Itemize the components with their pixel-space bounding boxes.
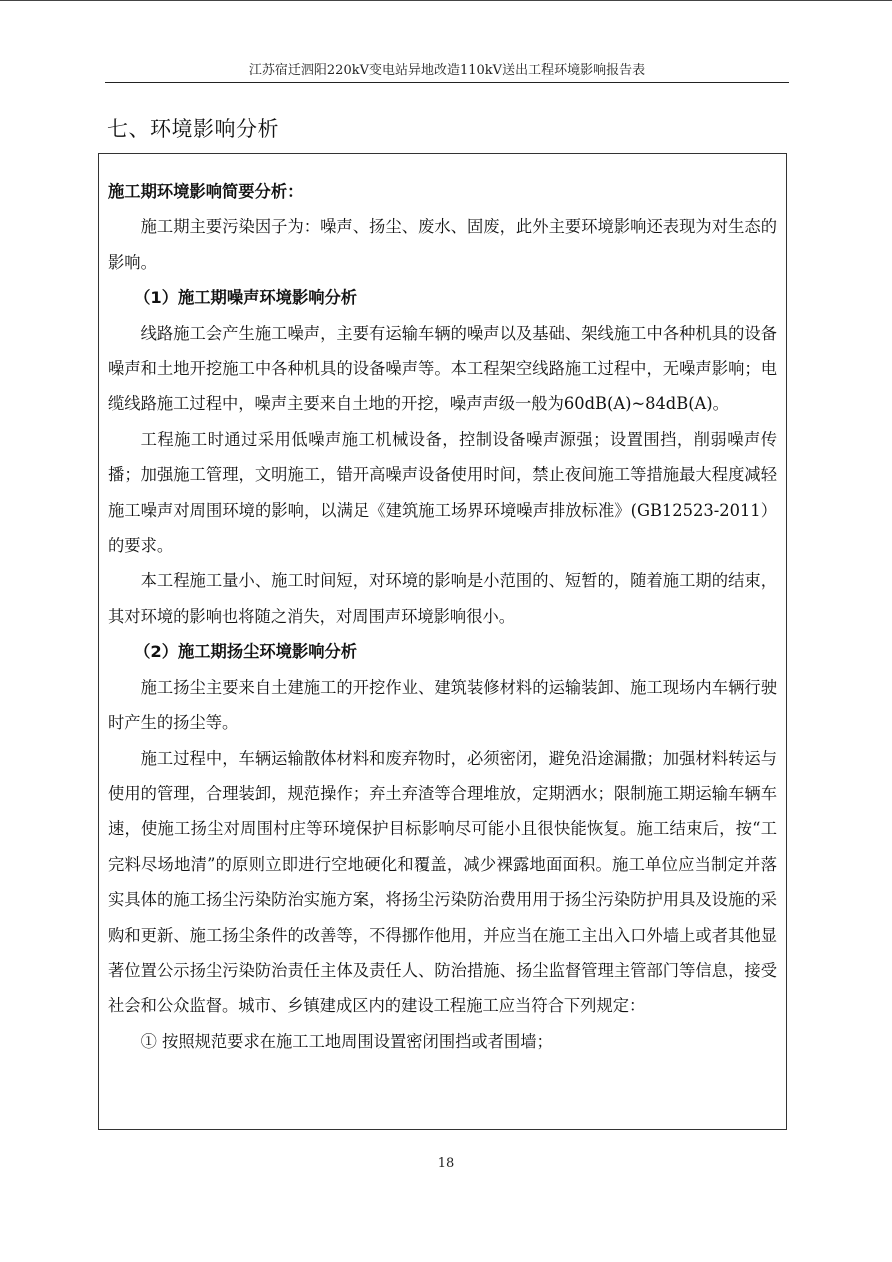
paragraph-noise-sources: 线路施工会产生施工噪声，主要有运输车辆的噪声以及基础、架线施工中各种机具的设备噪声和土地开挖施工中各种机具的设备噪声等。本工程架空线路施工过程中，无噪声影响；电缆线路施工过程中，噪声主要来自土地的开挖，噪声声级一般为60dB(A)~84dB(A)。: [108, 323, 777, 414]
page-number: 18: [437, 1156, 455, 1171]
paragraph-dust-sources: 施工扬尘主要来自土建施工的开挖作业、建筑装修材料的运输装卸、施工现场内车辆行驶时产生的扬尘等。: [108, 677, 777, 733]
page-top-rule: [0, 0, 892, 1]
content-box: [98, 153, 787, 1130]
paragraph-noise-conclusion: 本工程施工量小、施工时间短，对环境的影响是小范围的、短暂的，随着施工期的结束，其对环境的影响也将随之消失，对周围声环境影响很小。: [108, 571, 777, 626]
content-heading: 施工期环境影响简要分析：: [108, 182, 304, 201]
content-body: [108, 174, 777, 1059]
paragraph-noise-measures: 工程施工时通过采用低噪声施工机械设备，控制设备噪声源强；设置围挡，削弱噪声传播；加强施工管理，文明施工，错开高噪声设备使用时间，禁止夜间施工等措施最大程度减轻施工噪声对周围环境的影响，以满足《建筑施工场界环境噪声排放标准》(GB12523-2011）的要求。: [108, 429, 777, 556]
subheading-noise: （1）施工期噪声环境影响分析: [134, 288, 358, 308]
list-item-enclosure: ① 按照规范要求在施工工地周围设置密闭围挡或者围墙；: [140, 1031, 553, 1051]
paragraph-dust-measures: 施工过程中，车辆运输散体材料和废弃物时，必须密闭，避免沿途漏撒；加强材料转运与使用的管理，合理装卸，规范操作；弃土弃渣等合理堆放，定期洒水；限制施工期运输车辆车速，使施工扬尘对周围村庄等环境保护目标影响尽可能小且很快能恢复。施工结束后，按“工完料尽场地清”的原则立即进行空地硬化和覆盖，减少裸露地面面积。施工单位应当制定并落实具体的施工扬尘污染防治实施方案，将扬尘污染防治费用用于扬尘污染防护用具及设施的采购和更新、施工扬尘条件的改善等，不得挪作他用，并应当在施工主出入口外墙上或者其他显著位置公示扬尘污染防治责任主体及责任人、防治措施、扬尘监督管理主管部门等信息，接受社会和公众监督。城市、乡镇建成区内的建设工程施工应当符合下列规定：: [108, 748, 777, 1016]
section-title: 七、环境影响分析: [107, 117, 279, 141]
running-header: 江苏宿迁泗阳220kV变电站异地改造110kV送出工程环境影响报告表: [248, 63, 646, 78]
subheading-dust: （2）施工期扬尘环境影响分析: [134, 642, 358, 662]
header-rule: [105, 82, 789, 83]
paragraph-pollution-factors: 施工期主要污染因子为：噪声、扬尘、废水、固废，此外主要环境影响还表现为对生态的影响。: [108, 217, 777, 272]
